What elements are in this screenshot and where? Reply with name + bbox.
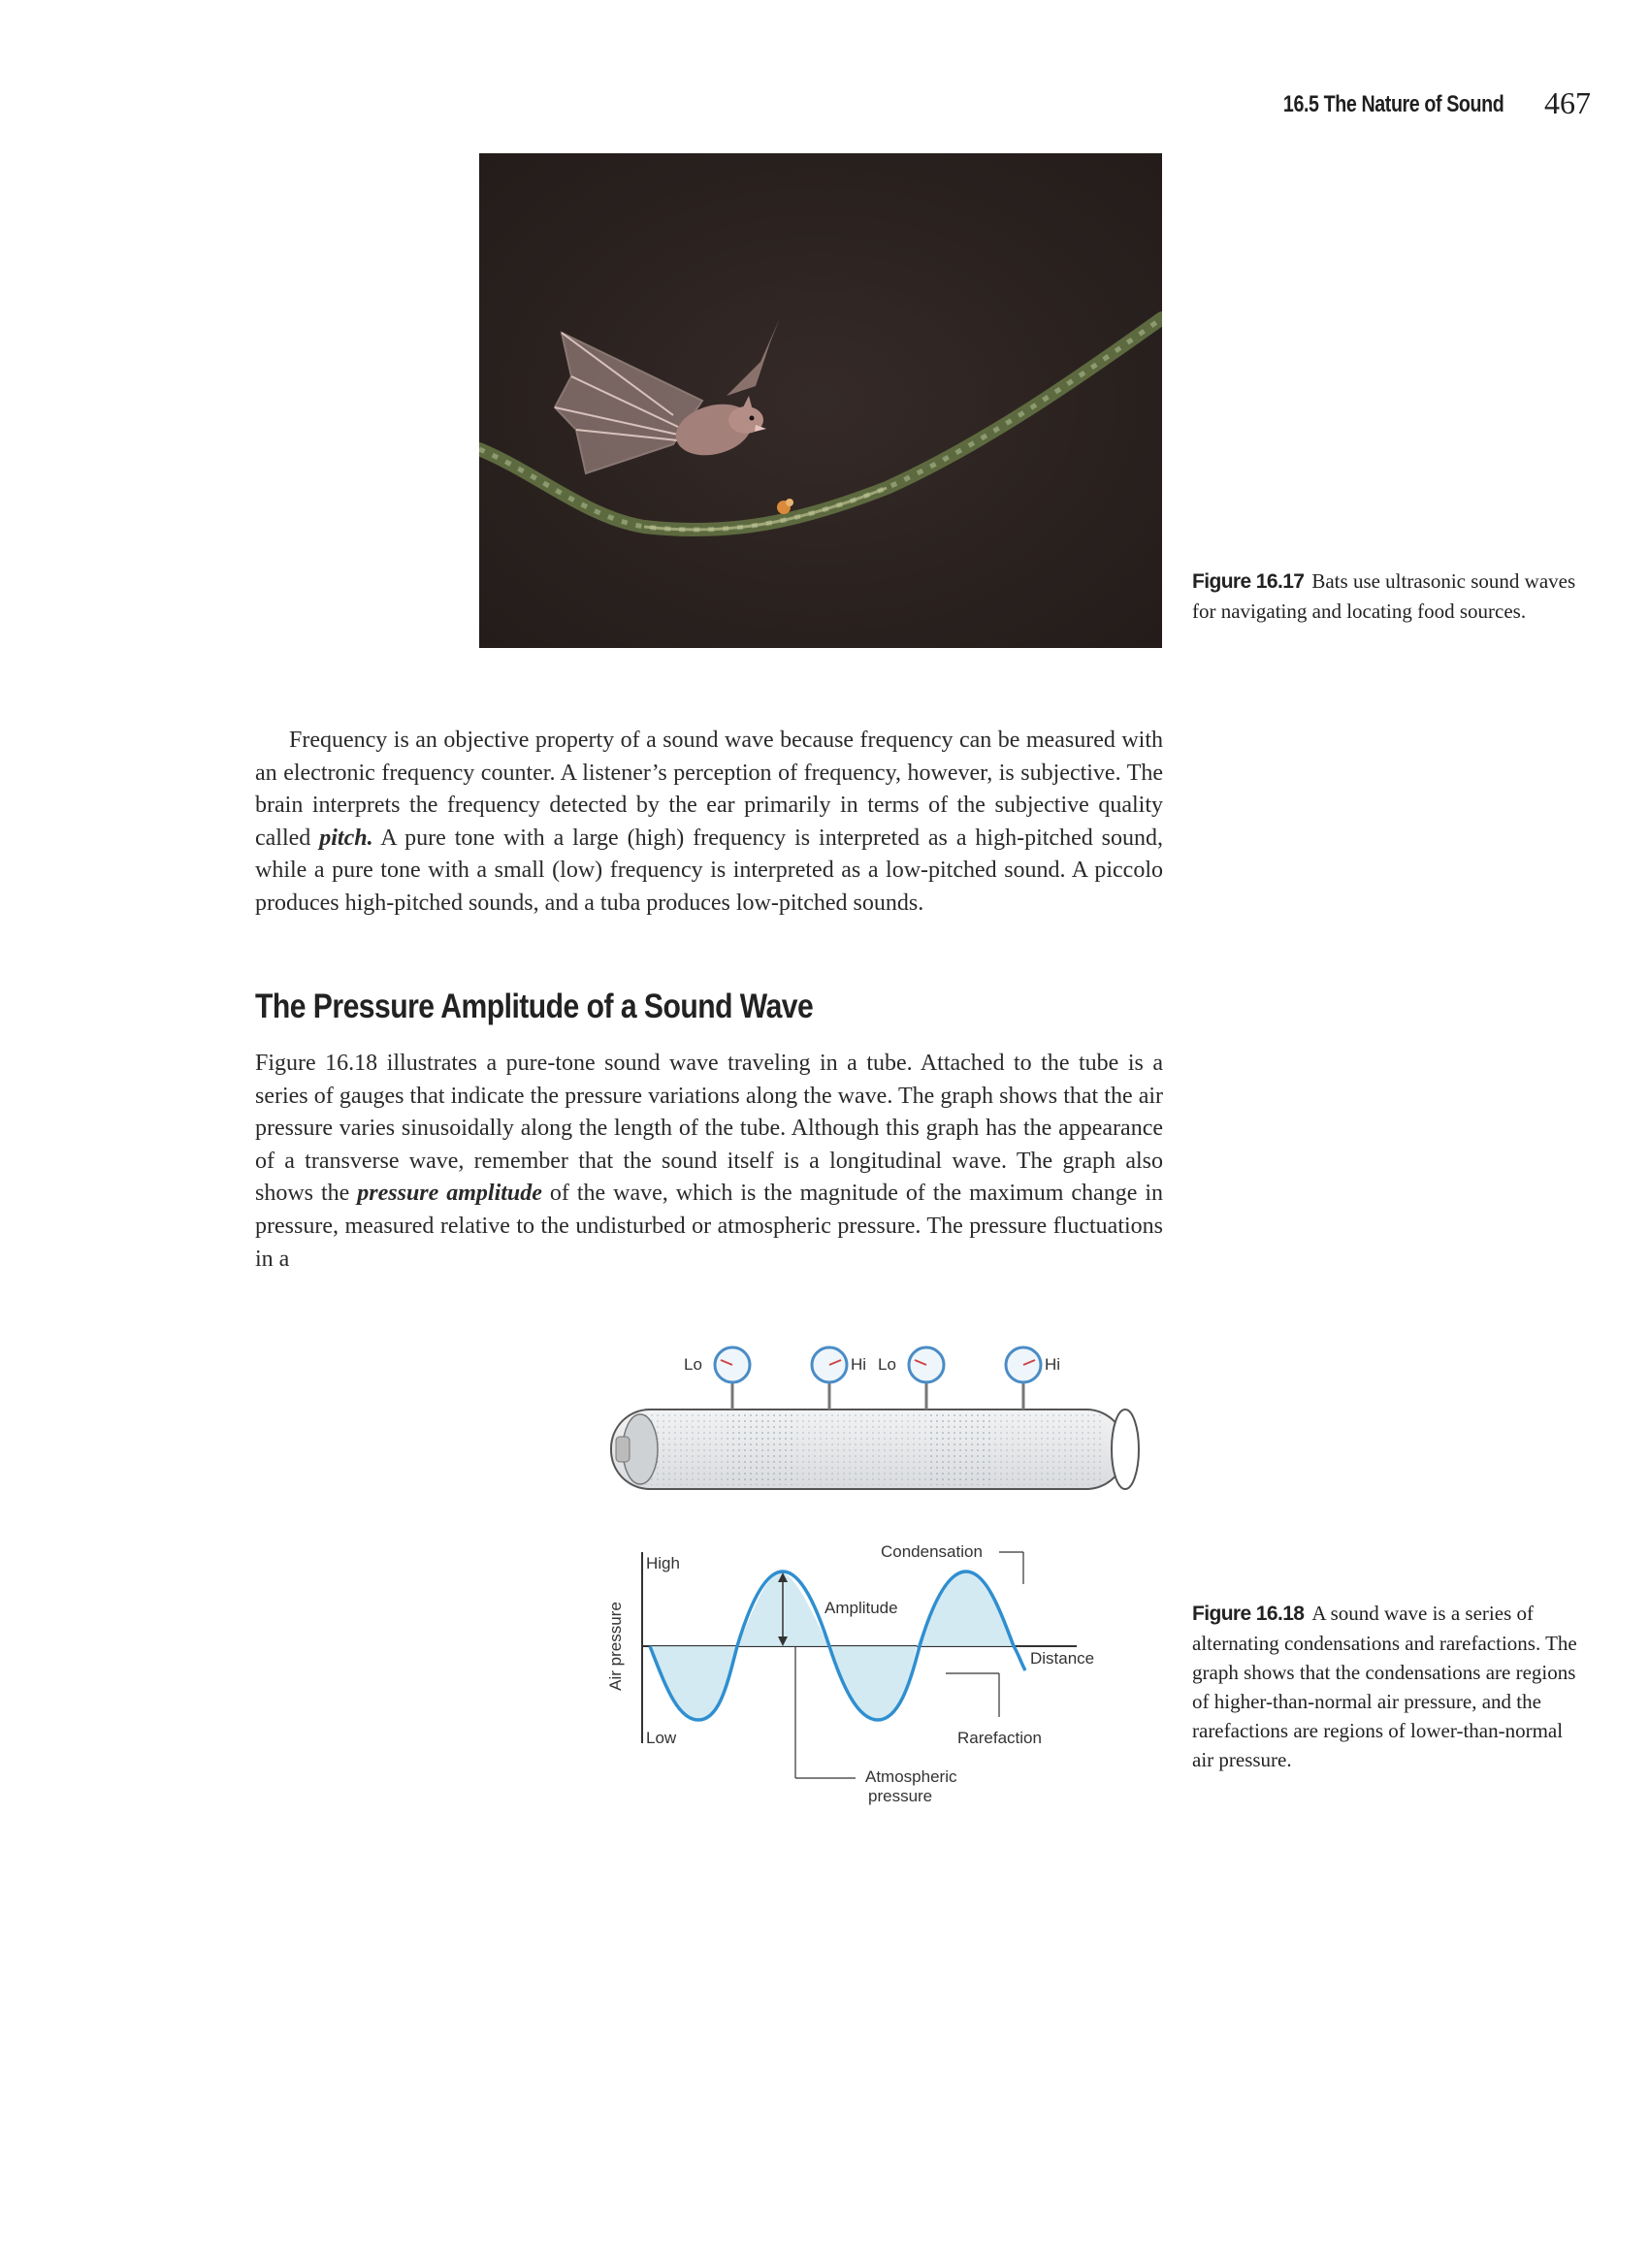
bat-photo: [479, 153, 1162, 648]
figure-17-caption-text: Bats use ultrasonic sound waves for navigating and locating food sources.: [1192, 569, 1576, 623]
paragraph-pressure-text-a: Figure 16.18 illustrates a pure-tone sound wave traveling in a tube. Attached to the tube is a series of gauges that indicate the pressure variations along the wave. The graph shows that the air pressure varies sinusoidally along the length of the tube. Although this graph has the appearance of a transverse wave, remember that the sound itself is a longitudinal wave. The graph also shows the: [255, 1051, 1163, 1207]
figure-18-caption: [1192, 1599, 1580, 1774]
running-head: [1145, 85, 1591, 134]
graph-low-label: Low: [646, 1729, 677, 1747]
paragraph-pressure-amplitude: [255, 1048, 1163, 1276]
paragraph-pressure-text-b: of the wave, which is the magnitude of the maximum change in pressure, measured relative to the undisturbed or atmospheric pressure. The pressure fluctuations in a: [255, 1181, 1163, 1272]
running-head-section: 16.5 The Nature of Sound: [1282, 91, 1504, 117]
gauge-label-2: Hi: [851, 1355, 867, 1374]
gauge-label-1: Lo: [684, 1355, 702, 1374]
gauge-label-4: Hi: [1045, 1355, 1061, 1374]
graph-high-label: High: [646, 1554, 680, 1572]
gauge-label-3: Lo: [878, 1355, 896, 1374]
paragraph-frequency: [255, 725, 1163, 921]
sound-wave-diagram: [592, 1344, 1174, 1819]
paragraph-frequency-text-b: A pure tone with a large (high) frequency is interpreted as a high-pitched sound, while a pure tone with a small (low) frequency is interpreted as a low-pitched sound. A piccolo produces high-pitched sounds, and a tuba produces low-pitched sounds.: [255, 825, 1163, 916]
rarefaction-fill: [650, 1646, 917, 1720]
gauge-1: [715, 1347, 750, 1409]
bat-illustration: [479, 153, 1162, 648]
gauge-2: [812, 1347, 847, 1409]
graph-amplitude-label: Amplitude: [824, 1599, 898, 1617]
tube: [611, 1409, 1139, 1489]
figure-18-diagram: [592, 1344, 1174, 1819]
page-number: 467: [1544, 85, 1591, 120]
gauge-3: [909, 1347, 944, 1409]
section-heading: The Pressure Amplitude of a Sound Wave: [255, 988, 814, 1025]
graph-atmospheric-label-line1: Atmospheric: [865, 1767, 957, 1786]
graph-y-axis-label: Air pressure: [606, 1602, 625, 1691]
gauge-4: [1006, 1347, 1041, 1409]
graph-condensation-label: Condensation: [881, 1542, 983, 1561]
graph-atmospheric-label-line2: pressure: [868, 1787, 933, 1805]
term-pressure-amplitude: pressure amplitude: [357, 1181, 542, 1207]
figure-18-caption-text: A sound wave is a series of alternating condensations and rarefactions. The graph shows that the condensations are regions of higher-than-normal air pressure, and the rarefactions are regions of lower-than-normal air pressure.: [1192, 1602, 1577, 1771]
figure-17-label: Figure 16.17: [1192, 570, 1305, 593]
term-pitch: pitch.: [319, 825, 373, 851]
figure-17-caption: [1192, 567, 1580, 626]
paragraph-frequency-text-a: Frequency is an objective property of a sound wave because frequency can be measured with an electronic frequency counter. A listener’s perception of frequency, however, is subjective. The brain interprets the frequency detected by the ear primarily in terms of the subjective quality called: [255, 728, 1163, 851]
figure-18-label: Figure 16.18: [1192, 1603, 1305, 1625]
graph-rarefaction-label: Rarefaction: [957, 1729, 1042, 1747]
graph-distance-label: Distance: [1030, 1649, 1095, 1668]
